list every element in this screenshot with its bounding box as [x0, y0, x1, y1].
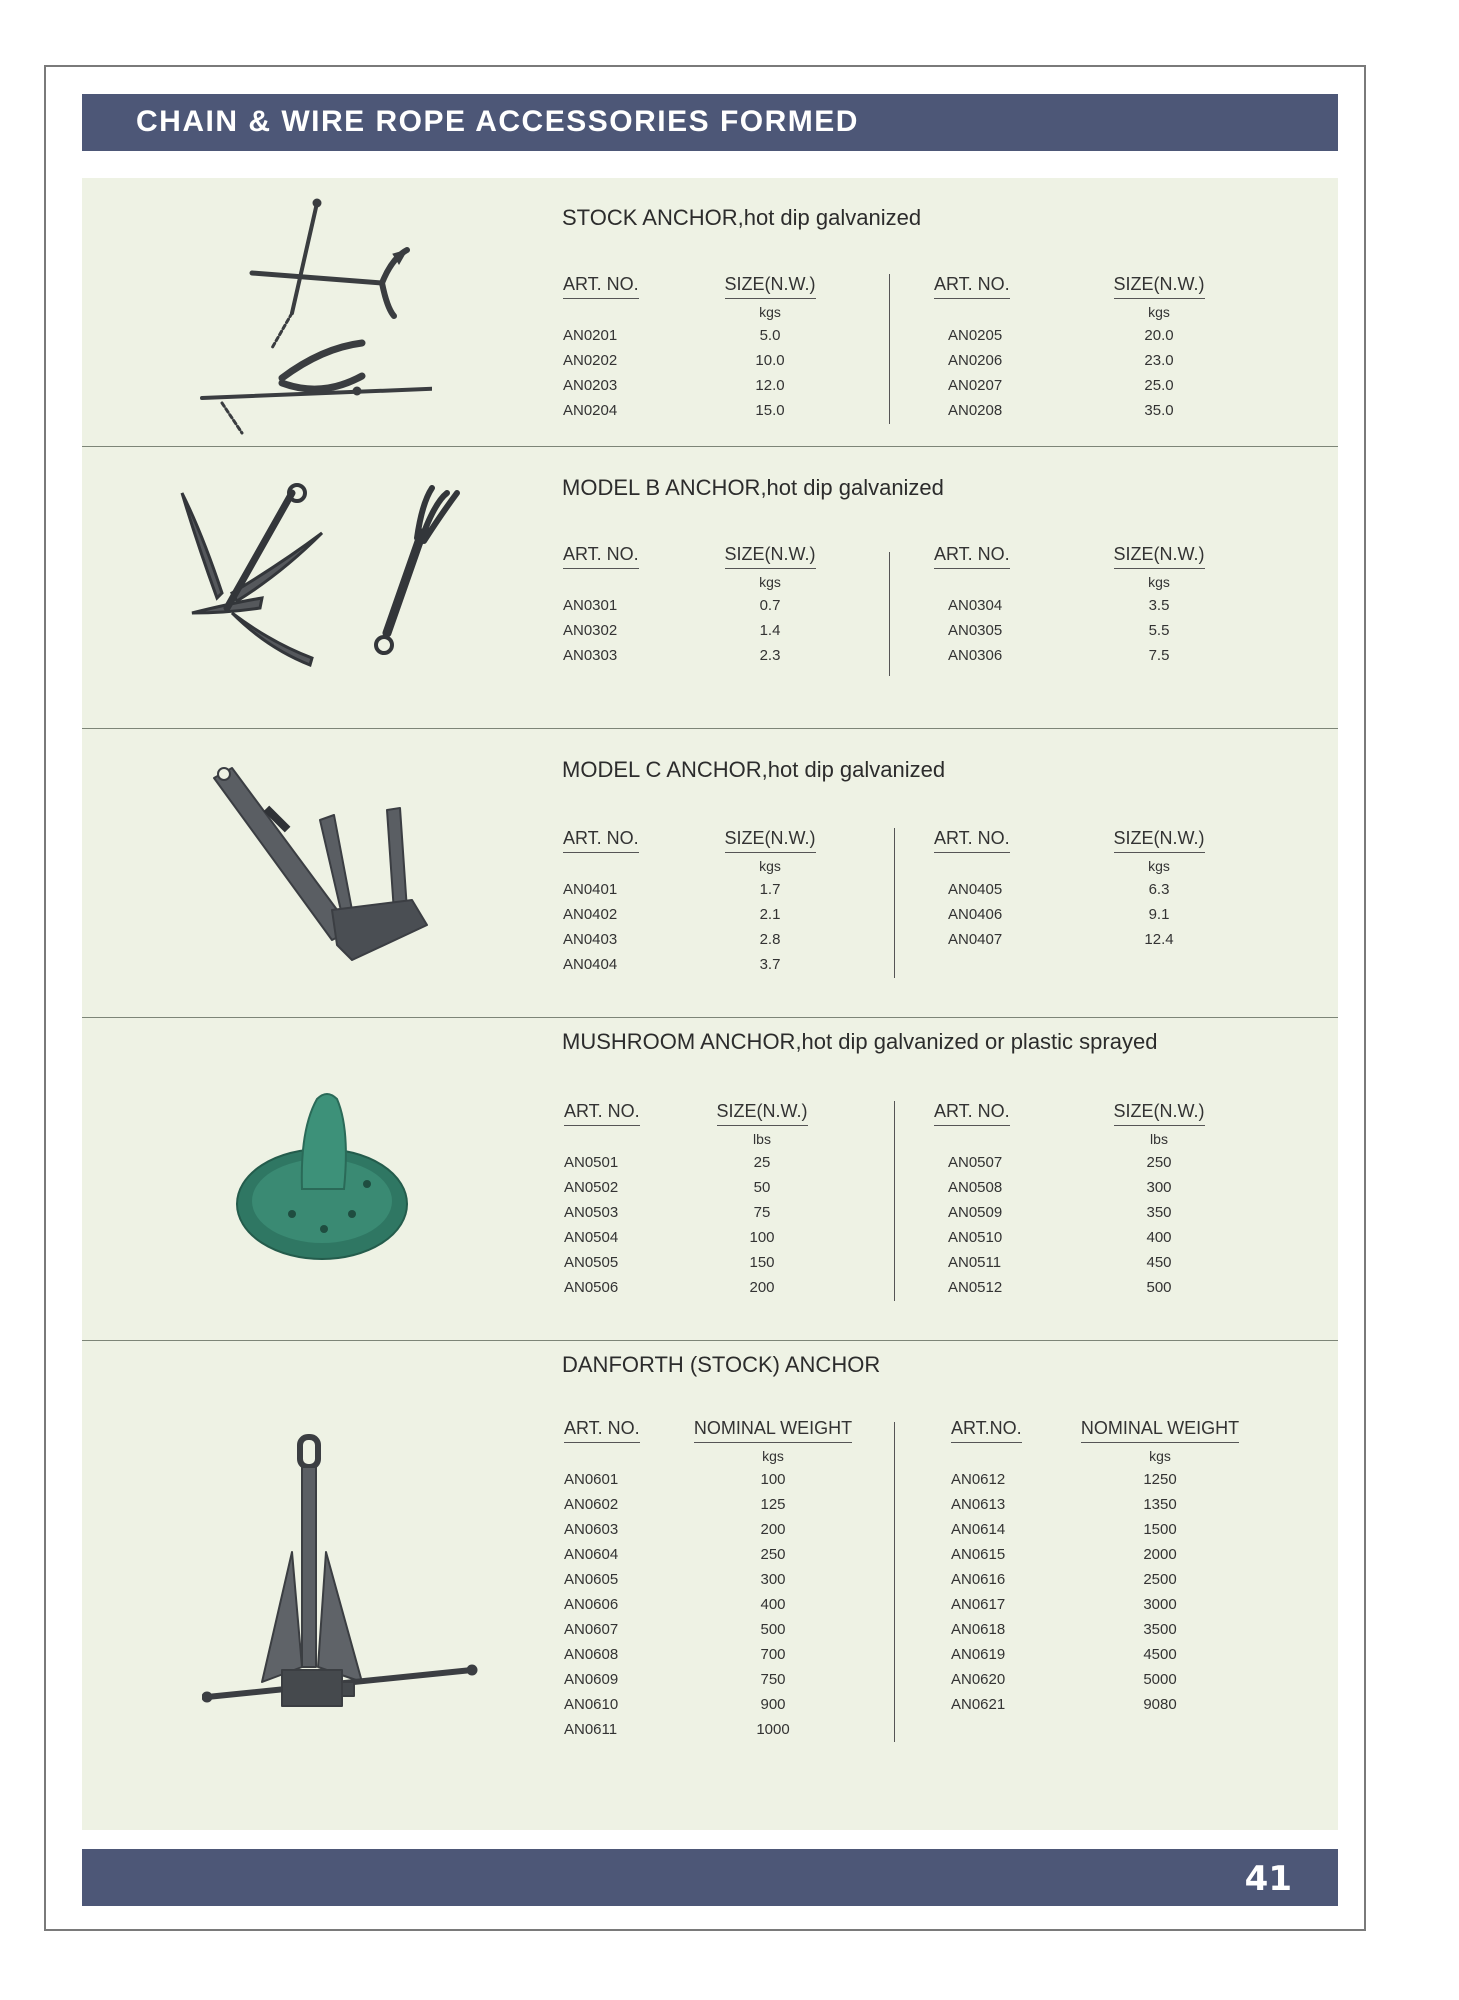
table-cell: AN0401 [563, 881, 618, 898]
table-cell: AN0406 [948, 906, 1003, 923]
column-separator [894, 1422, 895, 1742]
table-cell: AN0205 [948, 327, 1003, 344]
table-cell: 3000 [1143, 1596, 1177, 1613]
table-cell: 20.0 [1144, 327, 1174, 344]
table-cell: 100 [749, 1229, 775, 1246]
table-cell: 450 [1146, 1254, 1172, 1271]
size-header: SIZE(N.W.) [725, 828, 816, 853]
table-cell: AN0620 [951, 1671, 1006, 1688]
table-cell: AN0617 [951, 1596, 1006, 1613]
table-cell: 400 [760, 1596, 786, 1613]
table-cell: AN0504 [564, 1229, 619, 1246]
art-no-header: ART. NO. [564, 1101, 640, 1126]
table-cell: 25.0 [1144, 377, 1174, 394]
table-cell: AN0304 [948, 597, 1003, 614]
table-cell: 15.0 [755, 402, 785, 419]
table-cell: 900 [760, 1696, 786, 1713]
size-column-right [1107, 274, 1211, 423]
table-cell: AN0607 [564, 1621, 619, 1638]
table-cell: AN0505 [564, 1254, 619, 1271]
art-no-column-right [934, 544, 1010, 668]
section-title: MODEL C ANCHOR,hot dip galvanized [562, 757, 946, 782]
table-cell: AN0510 [948, 1229, 1003, 1246]
catalog-content [82, 178, 1338, 1830]
unit-label: lbs [753, 1131, 771, 1147]
art-no-column-left [563, 828, 639, 977]
model-c-anchor-image [202, 760, 462, 980]
section-stock-anchor [82, 178, 1338, 446]
table-cell: 23.0 [1144, 352, 1174, 369]
table-cell: 5.0 [759, 327, 781, 344]
table-cell: AN0302 [563, 622, 618, 639]
unit-label: kgs [1148, 304, 1170, 320]
table-cell: 5.5 [1148, 622, 1170, 639]
art-no-column-left [563, 544, 639, 668]
table-cell: AN0601 [564, 1471, 619, 1488]
table-cell: 10.0 [755, 352, 785, 369]
table-cell: 50 [753, 1179, 771, 1196]
table-cell: 3.7 [759, 956, 781, 973]
table-cell: 300 [760, 1571, 786, 1588]
table-cell: AN0611 [564, 1721, 618, 1738]
table-cell: AN0610 [564, 1696, 619, 1713]
art-no-header: ART. NO. [563, 828, 639, 853]
table-cell: AN0207 [948, 377, 1003, 394]
unit-label: kgs [1148, 574, 1170, 590]
table-cell: 12.4 [1144, 931, 1174, 948]
table-cell: 9080 [1143, 1696, 1177, 1713]
section-mushroom-anchor [82, 1019, 1338, 1339]
art-no-column-left [564, 1418, 640, 1742]
section-divider [82, 1017, 1338, 1018]
art-no-header: ART. NO. [563, 544, 639, 569]
section-divider [82, 728, 1338, 729]
unit-label: kgs [1149, 1448, 1171, 1464]
table-cell: AN0305 [948, 622, 1003, 639]
table-cell: AN0618 [951, 1621, 1006, 1638]
table-cell: AN0604 [564, 1546, 619, 1563]
table-cell: 6.3 [1148, 881, 1170, 898]
art-no-header: ART. NO. [564, 1418, 640, 1443]
table-cell: AN0621 [951, 1696, 1006, 1713]
table-cell: 25 [753, 1154, 771, 1171]
table-cell: 700 [760, 1646, 786, 1663]
table-cell: AN0405 [948, 881, 1003, 898]
table-cell: 400 [1146, 1229, 1172, 1246]
table-cell: AN0407 [948, 931, 1003, 948]
footer-bar [82, 1849, 1338, 1906]
section-model-b-anchor [82, 448, 1338, 728]
size-column-left [702, 1101, 822, 1300]
size-column-left [718, 274, 822, 423]
size-header: SIZE(N.W.) [1114, 544, 1205, 569]
section-title: MODEL B ANCHOR,hot dip galvanized [562, 475, 944, 500]
table-cell: 200 [760, 1521, 786, 1538]
art-no-column-right [934, 828, 1010, 952]
table-cell: AN0509 [948, 1204, 1003, 1221]
stock-anchor-image [182, 198, 432, 438]
table-cell: AN0614 [951, 1521, 1006, 1538]
section-title: DANFORTH (STOCK) ANCHOR [562, 1352, 881, 1377]
table-cell: 35.0 [1144, 402, 1174, 419]
page-number: 41 [1244, 1859, 1292, 1899]
section-title: STOCK ANCHOR,hot dip galvanized [562, 205, 922, 230]
mushroom-anchor-image [232, 1089, 412, 1269]
section-danforth-anchor [82, 1342, 1338, 1830]
weight-header: NOMINAL WEIGHT [694, 1418, 852, 1443]
table-cell: 125 [760, 1496, 786, 1513]
column-separator [894, 828, 895, 978]
table-cell: 1000 [756, 1721, 790, 1738]
table-cell: 2.8 [759, 931, 781, 948]
size-column-right [1107, 544, 1211, 668]
art-no-column-right [934, 274, 1010, 423]
table-cell: 500 [760, 1621, 786, 1638]
table-cell: 750 [760, 1671, 786, 1688]
size-column-right [1107, 828, 1211, 952]
section-title: MUSHROOM ANCHOR,hot dip galvanized or plastic sprayed [562, 1029, 1158, 1054]
table-cell: AN0609 [564, 1671, 619, 1688]
weight-column-right [1072, 1418, 1248, 1717]
table-cell: AN0608 [564, 1646, 619, 1663]
art-no-column-right [934, 1101, 1010, 1300]
unit-label: kgs [759, 574, 781, 590]
table-cell: AN0502 [564, 1179, 619, 1196]
table-cell: 1500 [1143, 1521, 1177, 1538]
model-b-anchor-image [172, 483, 502, 683]
art-no-column-left [564, 1101, 640, 1300]
table-cell: 1350 [1143, 1496, 1177, 1513]
unit-label: lbs [1150, 1131, 1168, 1147]
art-no-column-right [951, 1418, 1022, 1717]
size-column-left [718, 544, 822, 668]
table-cell: AN0508 [948, 1179, 1003, 1196]
table-cell: AN0203 [563, 377, 618, 394]
table-cell: 5000 [1143, 1671, 1177, 1688]
table-cell: 7.5 [1148, 647, 1170, 664]
header-bar [82, 94, 1338, 151]
table-cell: AN0206 [948, 352, 1003, 369]
table-cell: AN0616 [951, 1571, 1006, 1588]
table-cell: AN0501 [564, 1154, 619, 1171]
art-no-column-left [563, 274, 639, 423]
art-no-header: ART. NO. [934, 1101, 1010, 1126]
unit-label: kgs [1148, 858, 1170, 874]
table-cell: AN0602 [564, 1496, 619, 1513]
table-cell: 350 [1146, 1204, 1172, 1221]
art-no-header: ART. NO. [934, 544, 1010, 569]
table-cell: 500 [1146, 1279, 1172, 1296]
size-header: SIZE(N.W.) [1114, 274, 1205, 299]
art-no-header: ART. NO. [934, 274, 1010, 299]
table-cell: AN0512 [948, 1279, 1003, 1296]
table-cell: AN0615 [951, 1546, 1006, 1563]
size-column-left [718, 828, 822, 977]
table-cell: AN0613 [951, 1496, 1006, 1513]
page-title: CHAIN & WIRE ROPE ACCESSORIES FORMED [136, 105, 859, 138]
table-cell: AN0506 [564, 1279, 619, 1296]
table-cell: AN0606 [564, 1596, 619, 1613]
table-cell: AN0403 [563, 931, 618, 948]
danforth-anchor-image [202, 1432, 482, 1732]
size-column-right [1107, 1101, 1211, 1300]
art-no-header: ART. NO. [563, 274, 639, 299]
table-cell: AN0204 [563, 402, 618, 419]
table-cell: AN0303 [563, 647, 618, 664]
table-cell: 3500 [1143, 1621, 1177, 1638]
table-cell: 3.5 [1148, 597, 1170, 614]
table-cell: AN0301 [563, 597, 618, 614]
section-model-c-anchor [82, 730, 1338, 1017]
table-cell: 100 [760, 1471, 786, 1488]
size-header: SIZE(N.W.) [725, 274, 816, 299]
unit-label: kgs [762, 1448, 784, 1464]
size-header: SIZE(N.W.) [1114, 1101, 1205, 1126]
unit-label: kgs [759, 858, 781, 874]
table-cell: 0.7 [759, 597, 781, 614]
table-cell: AN0402 [563, 906, 618, 923]
table-cell: AN0603 [564, 1521, 619, 1538]
column-separator [889, 552, 890, 676]
unit-label: kgs [759, 304, 781, 320]
table-cell: AN0511 [948, 1254, 1002, 1271]
table-cell: 250 [1146, 1154, 1172, 1171]
size-header: SIZE(N.W.) [725, 544, 816, 569]
table-cell: AN0208 [948, 402, 1003, 419]
table-cell: 4500 [1143, 1646, 1177, 1663]
table-cell: AN0605 [564, 1571, 619, 1588]
table-cell: 2000 [1143, 1546, 1177, 1563]
table-cell: 1.4 [759, 622, 781, 639]
table-cell: AN0201 [563, 327, 618, 344]
table-cell: 1250 [1143, 1471, 1177, 1488]
table-cell: 1.7 [759, 881, 781, 898]
weight-column-left [685, 1418, 861, 1742]
column-separator [889, 274, 890, 424]
table-cell: 75 [753, 1204, 771, 1221]
table-cell: AN0202 [563, 352, 618, 369]
table-cell: AN0507 [948, 1154, 1003, 1171]
table-cell: AN0404 [563, 956, 618, 973]
table-cell: AN0612 [951, 1471, 1006, 1488]
table-cell: 12.0 [755, 377, 785, 394]
table-cell: 150 [749, 1254, 775, 1271]
table-cell: 200 [749, 1279, 775, 1296]
table-cell: AN0503 [564, 1204, 619, 1221]
table-cell: AN0306 [948, 647, 1003, 664]
table-cell: 250 [760, 1546, 786, 1563]
size-header: SIZE(N.W.) [1114, 828, 1205, 853]
table-cell: 2.1 [759, 906, 781, 923]
table-cell: AN0619 [951, 1646, 1006, 1663]
table-cell: 2500 [1143, 1571, 1177, 1588]
size-header: SIZE(N.W.) [717, 1101, 808, 1126]
column-separator [894, 1101, 895, 1301]
art-no-header: ART.NO. [951, 1418, 1022, 1443]
section-divider [82, 1340, 1338, 1341]
table-cell: 2.3 [759, 647, 781, 664]
table-cell: 300 [1146, 1179, 1172, 1196]
art-no-header: ART. NO. [934, 828, 1010, 853]
table-cell: 9.1 [1148, 906, 1170, 923]
section-divider [82, 446, 1338, 447]
weight-header: NOMINAL WEIGHT [1081, 1418, 1239, 1443]
